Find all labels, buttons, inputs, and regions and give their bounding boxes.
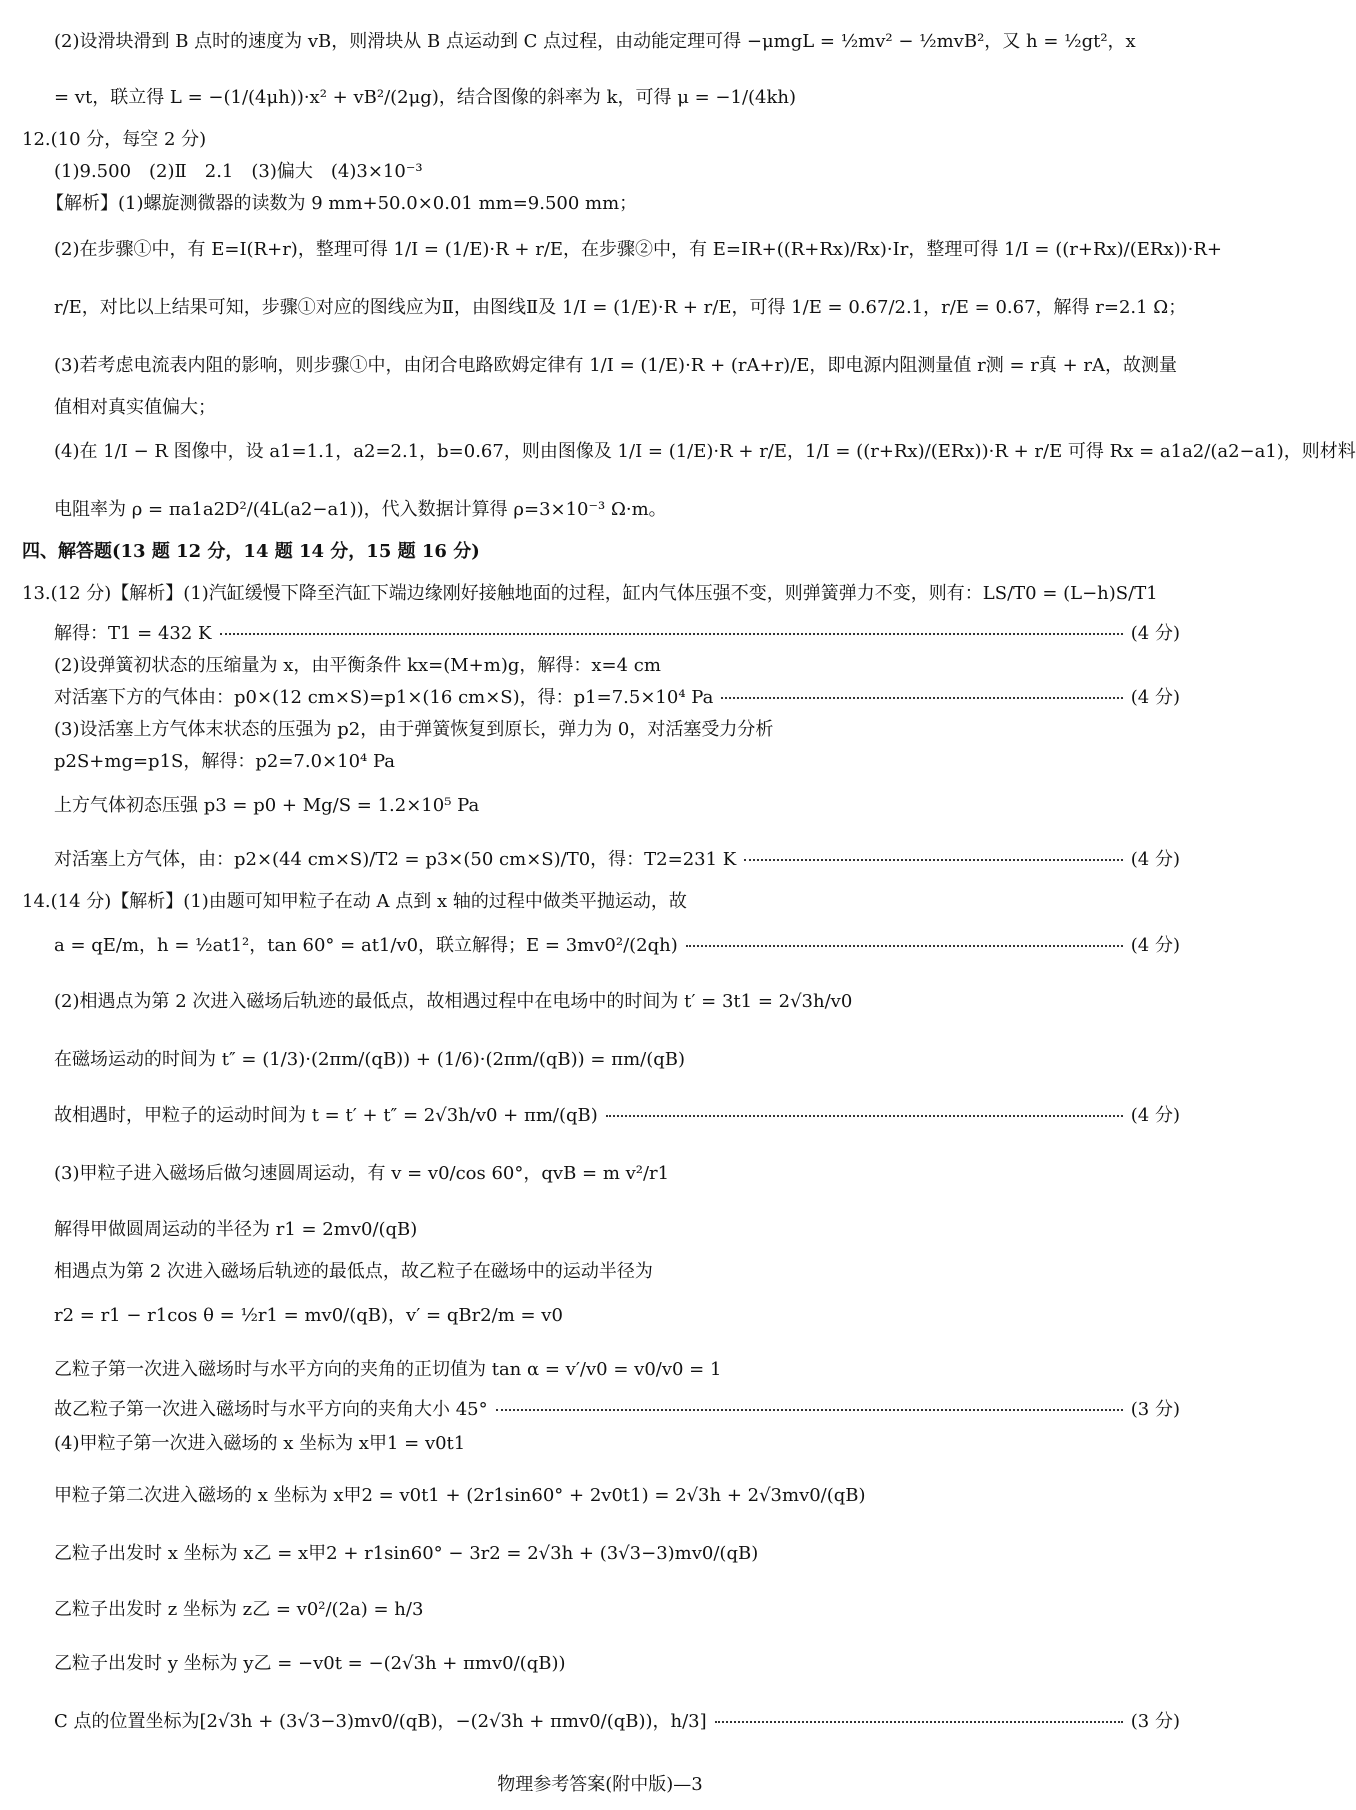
line-37	[54, 1710, 1180, 1734]
line-text: (2)设滑块滑到 B 点时的速度为 vB，则滑块从 B 点运动到 C 点过程，由动能定理可得 −μmgL = ½mv² − ½mvB²，又 h = ½gt²，x	[54, 31, 1136, 52]
dot-leader	[721, 697, 1122, 699]
section-heading	[22, 540, 1180, 564]
line-text: 在磁场运动的时间为 t″ = (1/3)·(2πm/(qB)) + (1/6)·(2πm/(qB)) = πm/(qB)	[54, 1049, 685, 1070]
dot-leader	[686, 945, 1123, 947]
line-text: 13.(12 分)【解析】(1)汽缸缓慢下降至汽缸下端边缘刚好接触地面的过程，缸内气体压强不变，则弹簧弹力不变，则有：LS/T0 = (L−h)S/T1	[22, 583, 1158, 604]
question-12-header	[22, 128, 1180, 152]
line-text: C 点的位置坐标为[2√3h + (3√3−3)mv0/(qB)，−(2√3h + πmv0/(qB))，h/3]	[54, 1711, 707, 1732]
line-17	[54, 718, 1180, 742]
line-text: r/E，对比以上结果可知，步骤①对应的图线应为Ⅱ，由图线Ⅱ及 1/I = (1/E)·R + r/E，可得 1/E = 0.67/2.1，r/E = 0.67，解得 r=2.1 Ω；	[54, 297, 1187, 318]
line-24	[54, 1048, 1180, 1072]
line-text: (1)9.500 (2)Ⅱ 2.1 (3)偏大 (4)3×10⁻³	[54, 161, 423, 182]
score-label: (4 分)	[1130, 849, 1180, 870]
line-text: (3)甲粒子进入磁场后做匀速圆周运动，有 v = v0/cos 60°，qvB = m v²/r1	[54, 1163, 670, 1184]
line-31	[54, 1398, 1180, 1422]
page-footer: 物理参考答案(附中版)—3	[497, 1774, 703, 1795]
line-text: (3)若考虑电流表内阻的影响，则步骤①中，由闭合电路欧姆定律有 1/I = (1/E)·R + (rA+r)/E，即电源内阻测量值 r测 = r真 + rA，故测量	[54, 355, 1177, 376]
line-text: (4)甲粒子第一次进入磁场的 x 坐标为 x甲1 = v0t1	[54, 1433, 466, 1454]
line-22	[54, 934, 1180, 958]
line-7	[54, 296, 1187, 320]
line-text: (3)设活塞上方气体末状态的压强为 p2，由于弹簧恢复到原长，弹力为 0，对活塞受力分析	[54, 719, 774, 740]
line-32	[54, 1432, 1180, 1456]
line-text: 解得：T1 = 432 K	[54, 623, 212, 644]
score-label: (3 分)	[1130, 1711, 1180, 1732]
line-text: 故乙粒子第一次进入磁场时与水平方向的夹角大小 45°	[54, 1399, 488, 1420]
line-23	[54, 990, 1180, 1014]
line-text: 四、解答题(13 题 12 分，14 题 14 分，15 题 16 分)	[22, 541, 480, 562]
line-16	[54, 686, 1180, 710]
line-36	[54, 1652, 1180, 1676]
line-text: 14.(14 分)【解析】(1)由题可知甲粒子在动 A 点到 x 轴的过程中做类平抛运动，故	[22, 891, 687, 912]
line-33	[54, 1484, 1180, 1508]
line-text: 乙粒子第一次进入磁场时与水平方向的夹角的正切值为 tan α = v′/v0 = v0/v0 = 1	[54, 1359, 722, 1380]
line-text: 12.(10 分，每空 2 分)	[22, 129, 207, 150]
line-19	[54, 794, 1180, 818]
dot-leader	[715, 1721, 1123, 1723]
score-label: (4 分)	[1130, 687, 1180, 708]
line-34	[54, 1542, 1180, 1566]
line-text: 相遇点为第 2 次进入磁场后轨迹的最低点，故乙粒子在磁场中的运动半径为	[54, 1261, 653, 1282]
line-text: (2)在步骤①中，有 E=I(R+r)，整理可得 1/I = (1/E)·R + r/E，在步骤②中，有 E=IR+((R+Rx)/Rx)·Ir，整理可得 1/I = ((r+Rx)/(ERx))·R+	[54, 239, 1223, 260]
line-text: r2 = r1 − r1cos θ = ½r1 = mv0/(qB)，v′ = qBr2/m = v0	[54, 1305, 563, 1326]
line-text: (4)在 1/I − R 图像中，设 a1=1.1，a2=2.1，b=0.67，则由图像及 1/I = (1/E)·R + r/E，1/I = ((r+Rx)/(ERx))·R + r/E 可得 Rx = a1a2/(a2−a1)，则材料	[54, 441, 1356, 462]
question-14-header	[22, 890, 1180, 914]
line-14	[54, 622, 1180, 646]
dot-leader	[606, 1115, 1123, 1117]
score-label: (4 分)	[1130, 623, 1180, 644]
line-text: 对活塞上方气体，由：p2×(44 cm×S)/T2 = p3×(50 cm×S)/T0，得：T2=231 K	[54, 849, 737, 870]
line-30	[54, 1358, 1180, 1382]
line-text: 故相遇时，甲粒子的运动时间为 t = t′ + t″ = 2√3h/v0 + πm/(qB)	[54, 1105, 598, 1126]
line-35	[54, 1598, 1180, 1622]
line-text: (2)相遇点为第 2 次进入磁场后轨迹的最低点，故相遇过程中在电场中的时间为 t′ = 3t1 = 2√3h/v0	[54, 991, 853, 1012]
line-15	[54, 654, 1180, 678]
dot-leader	[220, 633, 1123, 635]
line-text: 甲粒子第二次进入磁场的 x 坐标为 x甲2 = v0t1 + (2r1sin60° + 2v0t1) = 2√3h + 2√3mv0/(qB)	[54, 1485, 866, 1506]
line-text: 乙粒子出发时 z 坐标为 z乙 = v0²/(2a) = h/3	[54, 1599, 424, 1620]
line-text: 上方气体初态压强 p3 = p0 + Mg/S = 1.2×10⁵ Pa	[54, 795, 480, 816]
line-18	[54, 750, 1180, 774]
line-27	[54, 1218, 1180, 1242]
line-text: 对活塞下方的气体由：p0×(12 cm×S)=p1×(16 cm×S)，得：p1=7.5×10⁴ Pa	[54, 687, 714, 708]
line-text: (2)设弹簧初状态的压缩量为 x，由平衡条件 kx=(M+m)g，解得：x=4 cm	[54, 655, 661, 676]
line-4	[54, 160, 1180, 184]
line-25	[54, 1104, 1180, 1128]
line-9	[54, 396, 1180, 420]
line-text: 值相对真实值偏大；	[54, 397, 216, 418]
line-text: 【解析】(1)螺旋测微器的读数为 9 mm+50.0×0.01 mm=9.500 mm；	[46, 193, 638, 214]
line-text: 乙粒子出发时 y 坐标为 y乙 = −v0t = −(2√3h + πmv0/(qB))	[54, 1653, 566, 1674]
line-1	[54, 30, 1180, 54]
line-6	[54, 238, 1223, 262]
line-text: 电阻率为 ρ = πa1a2D²/(4L(a2−a1))，代入数据计算得 ρ=3×10⁻³ Ω·m。	[54, 499, 667, 520]
line-text: 解得甲做圆周运动的半径为 r1 = 2mv0/(qB)	[54, 1219, 418, 1240]
score-label: (4 分)	[1130, 935, 1180, 956]
score-label: (4 分)	[1130, 1105, 1180, 1126]
dot-leader	[744, 859, 1123, 861]
line-26	[54, 1162, 1180, 1186]
line-29	[54, 1304, 1180, 1328]
line-28	[54, 1260, 1180, 1284]
line-20	[54, 848, 1180, 872]
question-13-header	[22, 582, 1180, 606]
line-8	[54, 354, 1180, 378]
line-10	[54, 440, 1356, 464]
line-11	[54, 498, 1180, 522]
dot-leader	[496, 1409, 1123, 1411]
line-5	[46, 192, 1180, 216]
line-2	[54, 86, 1180, 110]
line-text: 乙粒子出发时 x 坐标为 x乙 = x甲2 + r1sin60° − 3r2 = 2√3h + (3√3−3)mv0/(qB)	[54, 1543, 759, 1564]
line-text: a = qE/m，h = ½at1²，tan 60° = at1/v0，联立解得；E = 3mv0²/(2qh)	[54, 935, 678, 956]
line-text: = vt，联立得 L = −(1/(4μh))·x² + vB²/(2μg)，结合图像的斜率为 k，可得 μ = −1/(4kh)	[54, 87, 797, 108]
line-text: p2S+mg=p1S，解得：p2=7.0×10⁴ Pa	[54, 751, 396, 772]
score-label: (3 分)	[1130, 1399, 1180, 1420]
